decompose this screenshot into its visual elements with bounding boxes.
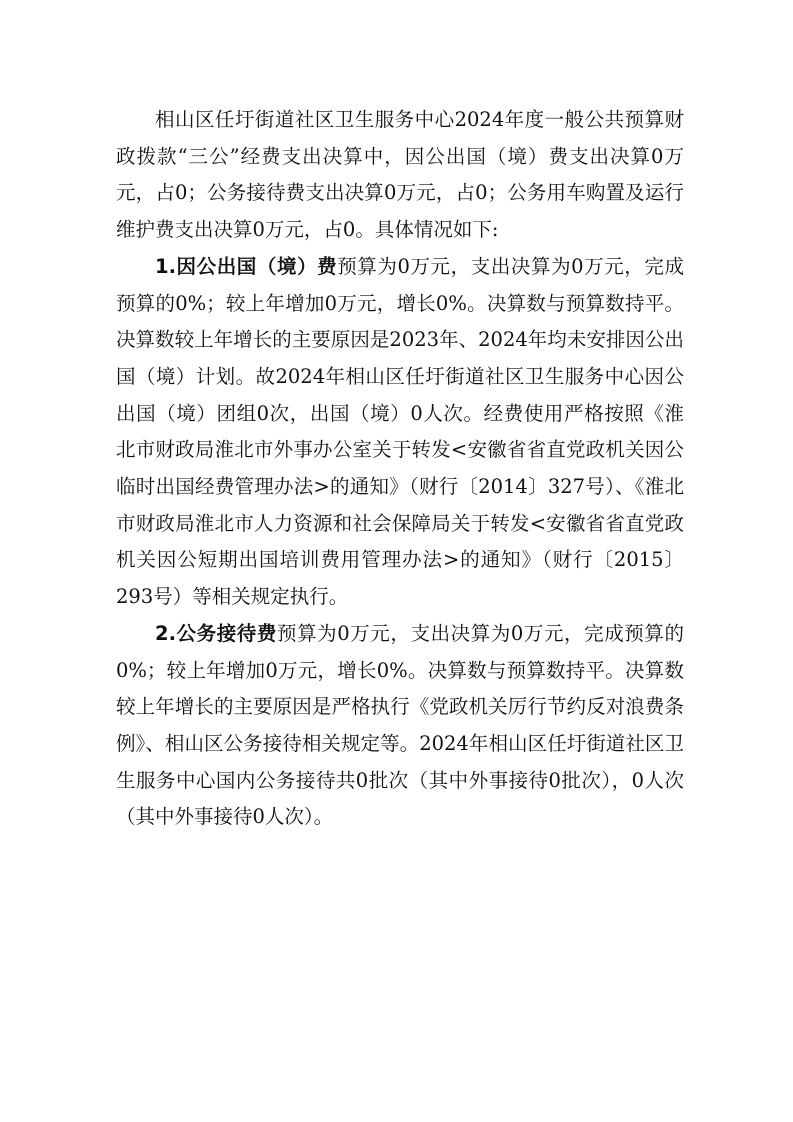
section-2-body: 预算为0万元，支出决算为0万元，完成预算的0%；较上年增加0万元，增长0%。决算数与预算数持平。决算数较上年增长的主要原因是严格执行《党政机关厉行节约反对浪费条例》、相山区公务接待相关规定等。2024年相山区任圩街道社区卫生服务中心国内公务接待共0批次（其中外事接待0批次），0人次（其中外事接待0人次）。: [116, 621, 684, 829]
section-2-paragraph: [116, 616, 684, 836]
section-1-heading: 1.因公出国（境）费: [155, 254, 338, 278]
section-2-heading: 2.公务接待费: [155, 621, 277, 645]
section-1-paragraph: [116, 249, 684, 616]
document-body: [116, 102, 684, 836]
section-1-body: 预算为0万元，支出决算为0万元，完成预算的0%；较上年增加0万元，增长0%。决算数与预算数持平。决算数较上年增长的主要原因是2023年、2024年均未安排因公出国（境）计划。故2024年相山区任圩街道社区卫生服务中心因公出国（境）团组0次，出国（境）0人次。经费使用严格按照《淮北市财政局淮北市外事办公室关于转发<安徽省省直党政机关因公临时出国经费管理办法>的通知》（财行〔2014〕327号）、《淮北市财政局淮北市人力资源和社会保障局关于转发<安徽省省直党政机关因公短期出国培训费用管理办法>的通知》（财行〔2015〕293号）等相关规定执行。: [116, 254, 684, 609]
intro-paragraph: [116, 102, 684, 249]
intro-text: 相山区任圩街道社区卫生服务中心2024年度一般公共预算财政拨款“三公”经费支出决算中，因公出国（境）费支出决算0万元，占0；公务接待费支出决算0万元，占0；公务用车购置及运行维护费支出决算0万元，占0。具体情况如下:: [116, 108, 684, 242]
